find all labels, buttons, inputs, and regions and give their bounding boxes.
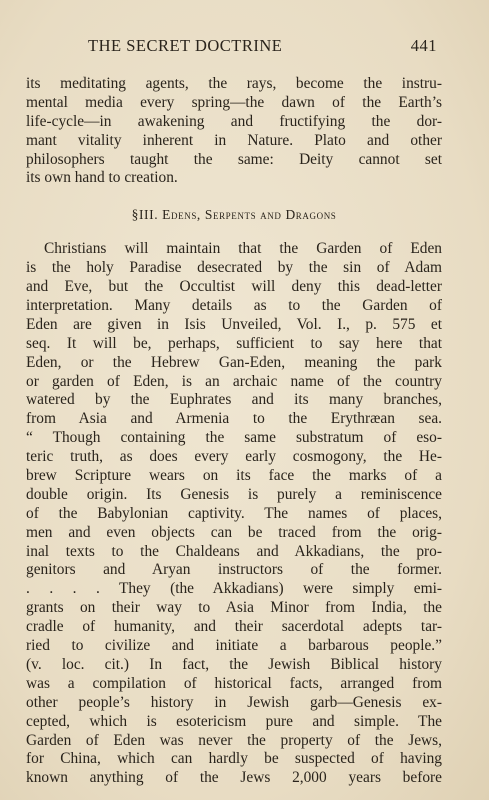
text-line: teric truth, as does every early cosmogony, the He-	[26, 448, 442, 466]
text-line: double origin. Its Genesis is purely a reminiscence	[26, 485, 442, 503]
running-header	[88, 36, 437, 56]
text-line: its meditating agents, the rays, become the instru-	[26, 75, 442, 92]
text-line: its own hand to creation.	[26, 169, 178, 187]
paragraph-intro	[26, 75, 442, 188]
text-line: inal texts to the Chaldeans and Akkadians, the pro-	[26, 542, 442, 560]
text-line: ried to civilize and initiate a barbarous people.”	[26, 637, 442, 655]
paragraph-edens	[26, 240, 442, 788]
text-line: life-cycle—in awakening and fructifying the dor-	[26, 112, 442, 130]
text-line: other people’s history in Jewish garb—Genesis ex-	[26, 693, 442, 711]
text-line: “ Though containing the same substratum of eso-	[26, 429, 442, 447]
text-line: interpretation. Many details as to the Garden of	[26, 297, 442, 315]
text-line: and Eve, but the Occultist will deny this dead-letter	[26, 278, 442, 296]
text-line: grants on their way to Asia Minor from India, the	[26, 599, 442, 617]
text-line: was a compilation of historical facts, arranged from	[26, 674, 442, 692]
text-line: mental media every spring—the dawn of the Earth’s	[26, 93, 442, 111]
text-line: cepted, which is esotericism pure and simple. The	[26, 712, 442, 730]
text-line: from Asia and Armenia to the Erythræan sea.	[26, 410, 442, 428]
page-number: 441	[410, 36, 437, 55]
page-body	[26, 75, 442, 788]
text-line: brew Scripture wears on its face the marks of a	[26, 467, 442, 485]
text-line: known anything of the Jews 2,000 years before	[26, 769, 442, 787]
text-line: or garden of Eden, is an archaic name of the country	[26, 372, 442, 390]
text-line: Garden of Eden was never the property of the Jews,	[26, 731, 442, 749]
text-line: . . . . They (the Akkadians) were simply emi-	[26, 580, 442, 598]
text-line: Christians will maintain that the Garden of Eden	[44, 240, 442, 258]
text-line: for China, which can hardly be suspected of having	[26, 750, 442, 768]
text-line: mant vitality inherent in Nature. Plato and other	[26, 131, 442, 149]
text-line: of the Babylonian captivity. The names of places,	[26, 504, 442, 522]
text-line: (v. loc. cit.) In fact, the Jewish Biblical history	[26, 655, 442, 673]
running-title: THE SECRET DOCTRINE	[88, 36, 283, 55]
section-heading: §III. Edens, Serpents and Dragons	[131, 207, 337, 223]
text-line: philosophers taught the same: Deity cannot set	[26, 150, 442, 168]
text-line: genitors and Aryan instructors of the former.	[26, 561, 442, 579]
text-line: Eden are given in Isis Unveiled, Vol. I., p. 575 et	[26, 315, 442, 333]
text-line: is the holy Paradise desecrated by the sin of Adam	[26, 259, 442, 277]
text-line: cradle of humanity, and their sacerdotal adepts tar-	[26, 618, 442, 636]
text-line: seq. It will be, perhaps, sufficient to say here that	[26, 334, 442, 352]
text-line: Eden, or the Hebrew Gan-Eden, meaning the park	[26, 353, 442, 371]
text-line: men and even objects can be traced from the orig-	[26, 523, 442, 541]
text-line: watered by the Euphrates and its many branches,	[26, 391, 442, 409]
